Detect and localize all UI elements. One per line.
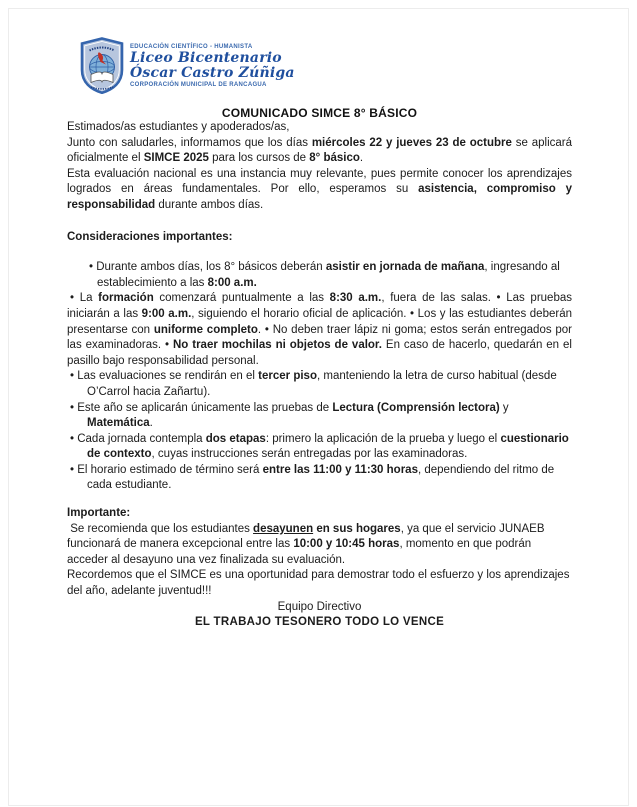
considerations-list: [67, 260, 572, 494]
document-page: [8, 8, 629, 806]
school-motto-top: EDUCACIÓN CIENTÍFICO - HUMANISTA: [130, 43, 253, 50]
intro-paragraph: Junto con saludarles, informamos que los días miércoles 22 y jueves 23 de octubre se aplicará oficialmente el SIMCE 2025 para los cursos de 8° básico.: [67, 136, 572, 165]
school-motto-bottom: CORPORACIÓN MUNICIPAL DE RANCAGUA: [130, 81, 267, 88]
bullet-item: • Este año se aplicarán únicamente las pruebas de Lectura (Comprensión lectora) y Matemática.: [67, 401, 572, 432]
greeting-paragraph: Estimados/as estudiantes y apoderados/as,: [67, 121, 290, 133]
important-paragraph: Se recomienda que los estudiantes desayunen en sus hogares, ya que el servicio JUNAEB funcionará de manera excepcional entre las 10:00 y 10:45 horas, momento en que podrán acceder al desayuno una vez finalizada su evaluación.: [67, 522, 548, 566]
school-shield-logo-icon: [79, 37, 125, 94]
school-header: [79, 37, 572, 94]
school-header-text: [130, 43, 295, 89]
considerations-heading: Consideraciones importantes:: [67, 230, 233, 243]
school-motto-footer: EL TRABAJO TESONERO TODO LO VENCE: [194, 616, 445, 629]
document-title: COMUNICADO SIMCE 8° BÁSICO: [221, 106, 418, 120]
bullet-item: • Cada jornada contempla dos etapas: primero la aplicación de la prueba y luego el cuestionario de contexto, cuyas instrucciones serán entregadas por las examinadoras.: [67, 432, 572, 463]
signature-line: Equipo Directivo: [277, 600, 362, 613]
school-name-line1: Liceo Bicentenario: [130, 49, 282, 66]
important-heading: Importante:: [67, 507, 131, 520]
closing-paragraph: Recordemos que el SIMCE es una oportunidad para demostrar todo el esfuerzo y los aprendizajes del año, adelante juventud!!!: [67, 569, 570, 598]
bullet-item: • El horario estimado de término será entre las 11:00 y 11:30 horas, dependiendo del ritmo de cada estudiante.: [67, 463, 572, 494]
bullet-item: • La formación comenzará puntualmente a las 8:30 a.m., fuera de las salas. • Las pruebas iniciarán a las 9:00 a.m., siguiendo el horario oficial de aplicación. • Los y las estudiantes deberán presentarse con uniforme completo. • No deben traer lápiz ni goma; estos serán entregados por las examinadoras. • No traer mochilas ni objetos de valor. En caso de hacerlo, quedarán en el pasillo bajo responsabilidad personal.: [67, 291, 572, 369]
context-paragraph: Esta evaluación nacional es una instancia muy relevante, pues permite conocer los aprendizajes logrados en áreas fundamentales. Por ello, esperamos su asistencia, compromiso y responsabilidad durante ambos días.: [67, 167, 572, 211]
school-name-line2: Óscar Castro Zúñiga: [130, 64, 295, 81]
bullet-item: • Durante ambos días, los 8° básicos deberán asistir en jornada de mañana, ingresando al establecimiento a las 8:00 a.m.: [67, 260, 572, 291]
bullet-item: • Las evaluaciones se rendirán en el tercer piso, manteniendo la letra de curso habitual (desde O’Carrol hacia Zañartu).: [67, 369, 572, 400]
